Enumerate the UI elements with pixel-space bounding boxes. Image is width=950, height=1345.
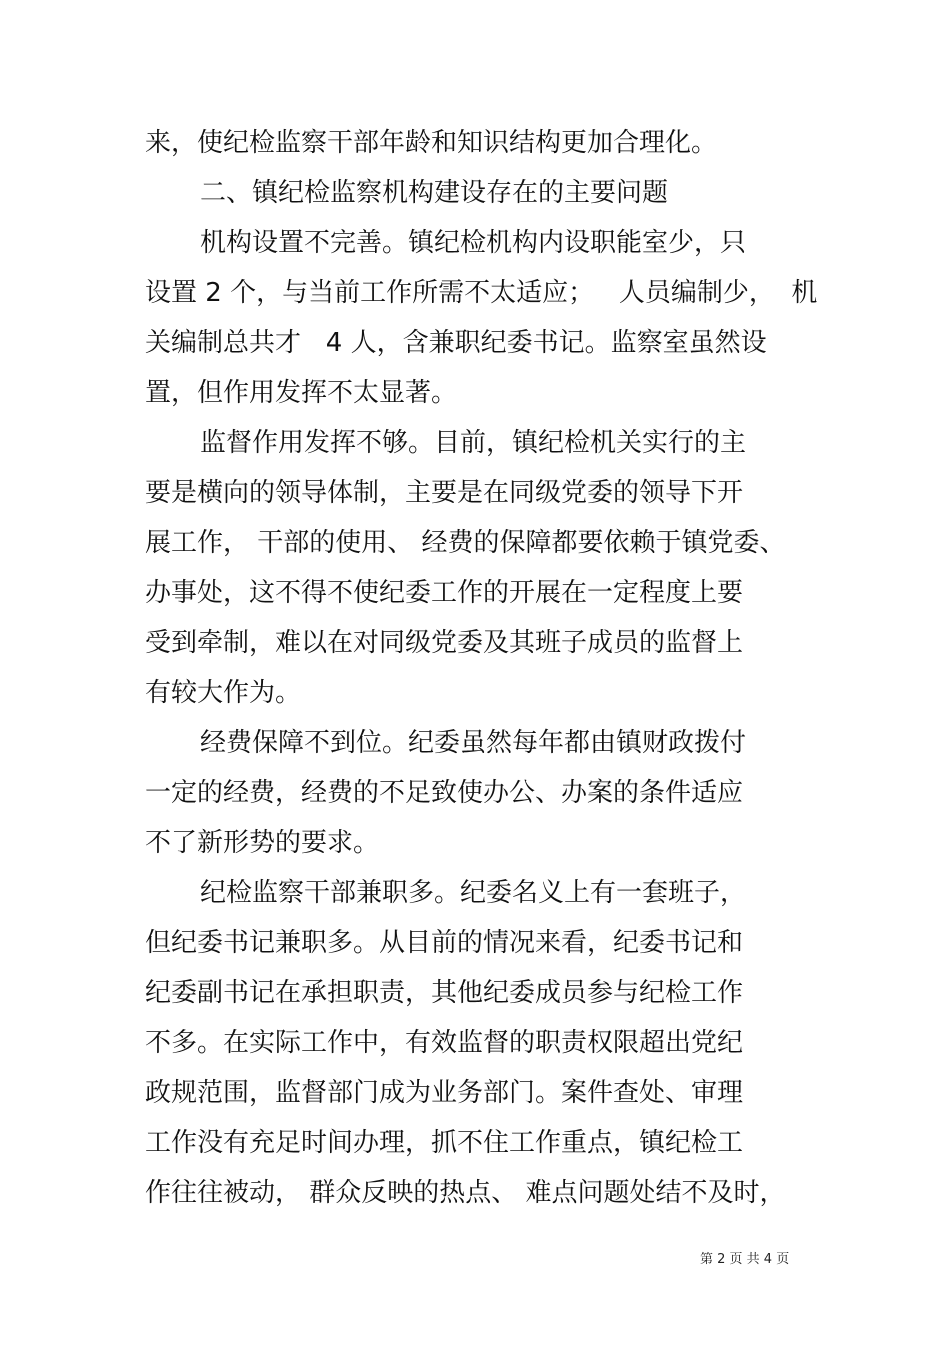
section-heading: 二、镇纪检监察机构建设存在的主要问题 bbox=[200, 178, 669, 208]
paragraph-line: 不了新形势的要求。 bbox=[145, 828, 380, 858]
paragraph-line: 但纪委书记兼职多。从目前的情况来看，纪委书记和 bbox=[145, 928, 744, 958]
paragraph-line: 监督作用发挥不够。目前，镇纪检机关实行的主 bbox=[200, 428, 747, 458]
paragraph-line: 机构设置不完善。镇纪检机构内设职能室少，只 bbox=[200, 228, 747, 258]
paragraph-line: 展工作， 干部的使用、 经费的保障都要依赖于镇党委、 bbox=[145, 528, 786, 558]
paragraph-line: 一定的经费，经费的不足致使办公、办案的条件适应 bbox=[145, 778, 744, 808]
paragraph-line: 纪委副书记在承担职责，其他纪委成员参与纪检工作 bbox=[145, 978, 744, 1008]
paragraph-line: 不多。在实际工作中，有效监督的职责权限超出党纪 bbox=[145, 1028, 744, 1058]
paragraph-line: 来，使纪检监察干部年龄和知识结构更加合理化。 bbox=[145, 128, 718, 158]
paragraph-line: 设置 2 个，与当前工作所需不太适应； 人员编制少， 机 bbox=[145, 278, 818, 308]
paragraph-line: 受到牵制，难以在对同级党委及其班子成员的监督上 bbox=[145, 628, 744, 658]
paragraph-line: 政规范围，监督部门成为业务部门。案件查处、审理 bbox=[145, 1078, 744, 1108]
paragraph-line: 经费保障不到位。纪委虽然每年都由镇财政拨付 bbox=[200, 728, 747, 758]
paragraph-line: 关编制总共才 4 人，含兼职纪委书记。监察室虽然设 bbox=[145, 328, 767, 358]
paragraph-line: 置，但作用发挥不太显著。 bbox=[145, 378, 458, 408]
paragraph-line: 纪检监察干部兼职多。纪委名义上有一套班子， bbox=[200, 878, 747, 908]
paragraph-line: 有较大作为。 bbox=[145, 678, 302, 708]
paragraph-line: 作往往被动， 群众反映的热点、 难点问题处结不及时， bbox=[145, 1178, 786, 1208]
paragraph-line: 要是横向的领导体制，主要是在同级党委的领导下开 bbox=[145, 478, 744, 508]
page-number-footer: 第 2 页 共 4 页 bbox=[700, 1252, 790, 1267]
paragraph-line: 办事处，这不得不使纪委工作的开展在一定程度上要 bbox=[145, 578, 744, 608]
paragraph-line: 工作没有充足时间办理，抓不住工作重点，镇纪检工 bbox=[145, 1128, 744, 1158]
